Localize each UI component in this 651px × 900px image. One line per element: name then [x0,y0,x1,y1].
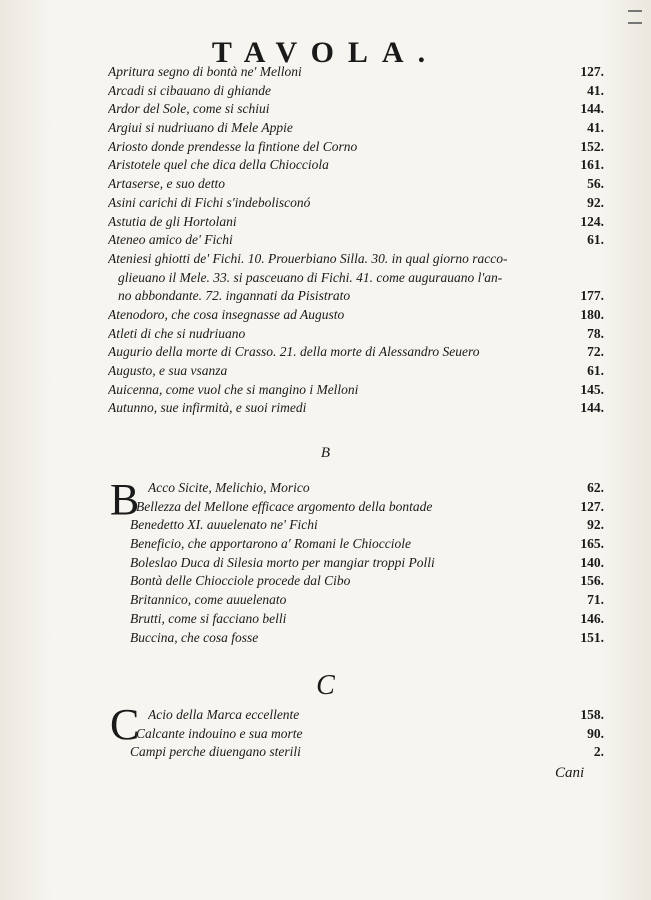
entry-text: Brutti, come si facciano belli [130,610,287,626]
entry-text: Ardor del Sole, come si schiui [108,101,270,117]
entry-text: Argiui si nudriuano di Mele Appie [108,120,293,136]
index-entry [130,707,604,726]
index-entry [130,536,604,555]
index-entry [130,480,604,499]
entry-text: Ariosto donde prendesse la fintione del Corno [108,138,358,154]
index-entry [108,270,604,289]
index-entry [108,101,604,120]
index-entry [108,400,604,419]
entry-page-number: 41. [587,82,604,98]
index-entry [108,251,604,270]
entry-page-number: 158. [580,707,604,722]
index-entry [108,120,604,139]
entry-page-number: 152. [580,138,604,154]
section-b [130,480,604,648]
entry-page-number: 165. [580,536,604,552]
entry-page-number: 61. [587,363,604,378]
entry-page-number: 161. [580,157,604,173]
section-letter-b: B [320,445,331,461]
entry-text: Buccina, che cosa fosse [130,629,259,645]
entry-text: Autunno, sue infirmità, e suoi rimedi [108,400,307,416]
index-entry [108,232,604,251]
section-c [130,707,604,763]
entry-text: Ateneo amico de' Fichi [108,232,233,248]
entry-text: Bontà delle Chiocciole procede dal Cibo [130,573,351,589]
index-entry [130,592,604,611]
entry-page-number: 156. [580,573,604,589]
entry-text: no abbondante. 72. ingannati da Pisistrato [118,288,351,304]
drop-cap-c: C [110,700,140,749]
index-entry [108,307,604,326]
entry-page-number: 90. [587,725,604,741]
index-entry [130,573,604,592]
entry-text: Augusto, e sua vsanza [108,363,228,378]
entry-page-number: 145. [580,381,604,397]
entry-text: Atenodoro, che cosa insegnasse ad Augusto [108,306,345,322]
drop-cap-b: B [110,475,140,524]
entry-text: Boleslao Duca di Silesia morto per mangiar troppi Polli [130,554,435,570]
index-entry [108,195,604,214]
index-entry [108,344,604,363]
entry-page-number: 144. [580,400,604,416]
entry-page-number: 61. [587,232,604,248]
entry-page-number: 146. [580,610,604,626]
entry-page-number: 41. [587,120,604,136]
entry-page-number: 151. [580,629,604,645]
entry-text: Astutia de gli Hortolani [108,213,237,229]
entry-text: Beneficio, che apportarono a' Romani le Chiocciole [130,536,411,552]
index-entry [108,157,604,176]
index-entry [130,499,604,518]
entry-text: Augurio della morte di Crasso. 21. della morte di Alessandro Seuero [108,344,480,360]
entry-page-number: 2. [593,744,604,760]
entry-page-number: 177. [580,288,604,304]
entry-page-number: 127. [580,64,604,79]
entry-text: Auicenna, come vuol che si mangino i Melloni [108,381,359,397]
entry-page-number: 127. [580,498,604,514]
entry-text: Britannico, come auuelenato [130,592,287,608]
entry-text: Acco Sicite, Melichio, Morico [148,480,310,495]
index-entry [108,326,604,345]
index-entry [108,139,604,158]
index-entry [130,517,604,536]
entry-text: Arcadi si cibauano di ghiande [108,82,271,98]
index-entry [108,363,604,382]
section-letter-c: C [316,670,335,701]
index-entry [108,176,604,195]
entry-page-number: 62. [587,480,604,495]
entry-text: Asini carichi di Fichi s'indebolisconó [108,194,311,210]
index-entry [108,214,604,233]
index-entry [108,64,604,83]
entry-page-number: 72. [587,344,604,360]
entry-page-number: 140. [580,554,604,570]
entry-text: Campi perche diuengano sterili [130,744,301,760]
index-entry [130,555,604,574]
entry-text: Apritura segno di bontà ne' Melloni [108,64,302,79]
index-entry [108,288,604,307]
section-a [108,64,604,419]
index-entry [130,726,604,745]
entry-text: Benedetto XI. auuelenato ne' Fichi [130,517,318,533]
entry-page-number: 71. [587,592,604,608]
entry-text: glieuano il Mele. 33. si pasceuano di Fichi. 41. come augurauano l'an- [118,269,503,285]
index-entry [108,382,604,401]
entry-text: Aristotele quel che dica della Chiocciola [108,157,329,173]
entry-page-number: 92. [587,517,604,533]
entry-text: Artaserse, e suo detto [108,176,225,192]
entry-page-number: 180. [580,306,604,322]
entry-text: Calcante indouino e sua morte [136,725,303,741]
index-entry [130,744,604,763]
scan-corner-mark [628,10,642,24]
entry-page-number: 92. [587,194,604,210]
entry-page-number: 124. [580,213,604,229]
entry-text: Atleti di che si nudriuano [108,325,246,341]
index-entry [130,630,604,649]
index-entry [130,611,604,630]
entry-page-number: 144. [580,101,604,117]
entry-text: Bellezza del Mellone efficace argomento della bontade [136,498,433,514]
catchword: Cani [555,765,585,781]
index-entry [108,83,604,102]
entry-page-number: 78. [587,325,604,341]
entry-text: Acio della Marca eccellente [148,707,300,722]
page-title: TAVOLA. [211,36,440,69]
entry-page-number: 56. [587,176,604,192]
entry-text: Ateniesi ghiotti de' Fichi. 10. Prouerbiano Silla. 30. in qual giorno racco- [108,250,508,266]
